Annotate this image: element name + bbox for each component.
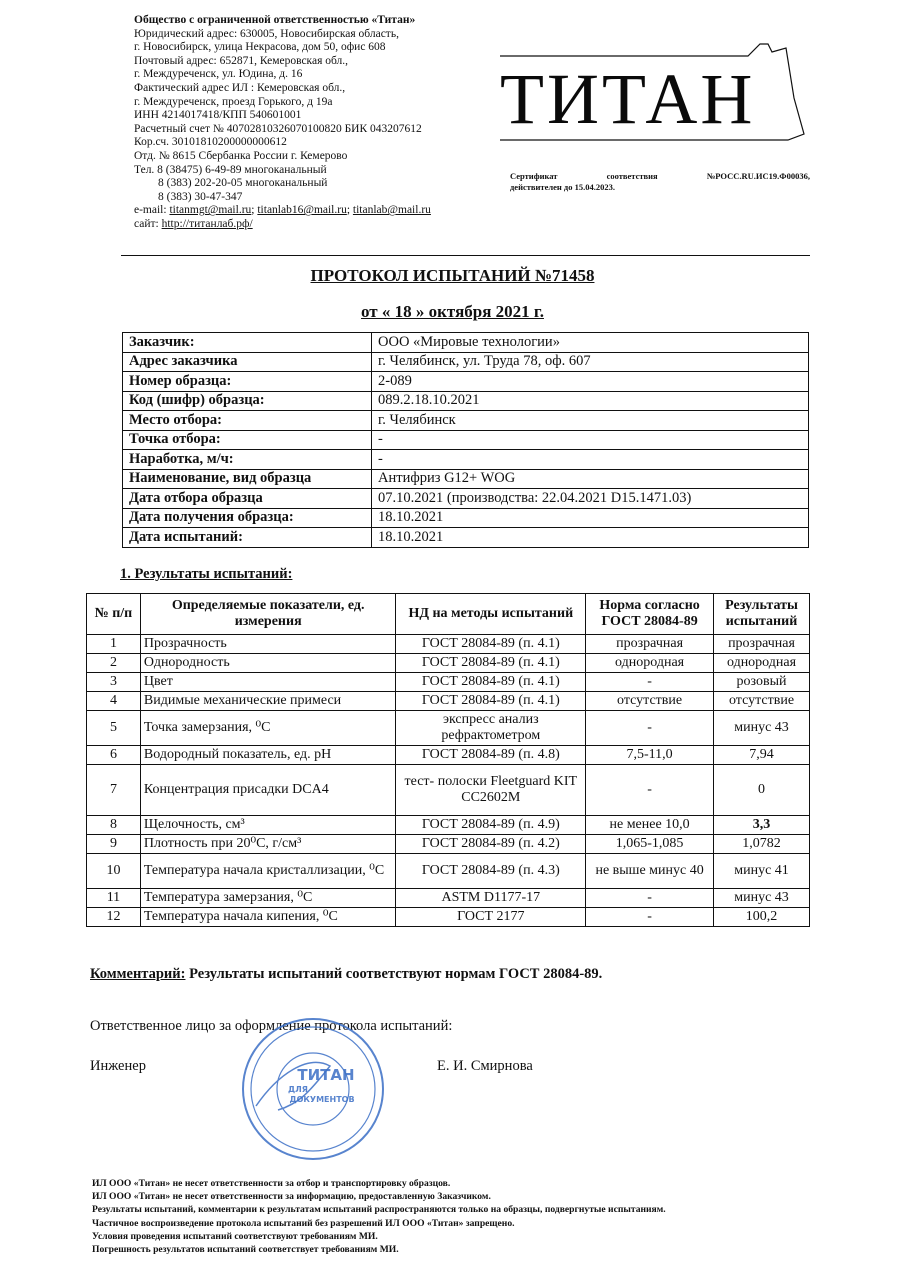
info-row — [123, 391, 809, 411]
info-row — [123, 528, 809, 548]
company-line: Отд. № 8615 Сбербанка России г. Кемерово — [134, 149, 348, 162]
norm-value: однородная — [586, 654, 714, 673]
test-method: ГОСТ 28084-89 (п. 4.8) — [396, 746, 586, 765]
company-emails: e-mail: titanmgt@mail.ru; titanlab16@mail.ru; titanlab@mail.ru — [134, 204, 431, 217]
info-key: Номер образца: — [123, 372, 372, 392]
info-key: Заказчик: — [123, 333, 372, 353]
info-key: Код (шифр) образца: — [123, 391, 372, 411]
row-number: 1 — [87, 635, 141, 654]
result-value: минус 43 — [714, 711, 810, 746]
norm-value: - — [586, 711, 714, 746]
norm-value: - — [586, 673, 714, 692]
info-key: Адрес заказчика — [123, 352, 372, 372]
footer-note: Условия проведения испытаний соответствуют требованиям МИ. — [92, 1230, 378, 1242]
indicator-name: Температура начала кипения, ⁰С — [140, 908, 396, 927]
certificate-valid: действителен до 15.04.2023. — [510, 182, 615, 192]
email-link[interactable]: titanlab@mail.ru — [352, 204, 431, 217]
company-line: Тел. 8 (38475) 6-49-89 многоканальный — [134, 163, 327, 176]
sample-info-table — [122, 332, 809, 548]
company-line: Фактический адрес ИЛ : Кемеровская обл., — [134, 81, 346, 94]
results-header: Определяемые показатели, ед. измерения — [140, 594, 396, 635]
info-row — [123, 450, 809, 470]
indicator-name: Щелочность, см³ — [140, 816, 396, 835]
table-row — [87, 835, 810, 854]
test-method: ГОСТ 2177 — [396, 908, 586, 927]
result-value: минус 41 — [714, 854, 810, 889]
company-line: Кор.сч. 30101810200000000612 — [134, 136, 287, 149]
info-row — [123, 469, 809, 489]
stamp-text: ТИТАН — [297, 1066, 355, 1084]
result-value: отсутствие — [714, 692, 810, 711]
table-row — [87, 816, 810, 835]
info-key: Наработка, м/ч: — [123, 450, 372, 470]
table-row — [87, 635, 810, 654]
result-value: минус 43 — [714, 889, 810, 908]
signer-role: Инженер — [90, 1058, 146, 1074]
company-line: Юридический адрес: 630005, Новосибирская область, — [134, 27, 399, 40]
indicator-name: Однородность — [140, 654, 396, 673]
norm-value: 7,5-11,0 — [586, 746, 714, 765]
row-number: 2 — [87, 654, 141, 673]
table-row — [87, 854, 810, 889]
info-value: г. Челябинск — [372, 411, 809, 431]
table-row — [87, 654, 810, 673]
info-value: Антифриз G12+ WOG — [372, 469, 809, 489]
company-line: Общество с ограниченной ответственностью «Титан» — [134, 14, 416, 26]
table-row — [87, 711, 810, 746]
info-value: 089.2.18.10.2021 — [372, 391, 809, 411]
footer-note: ИЛ ООО «Титан» не несет ответственности за информацию, предоставленную Заказчиком. — [92, 1191, 491, 1203]
table-row — [87, 765, 810, 816]
table-row — [87, 908, 810, 927]
signer-name: Е. И. Смирнова — [437, 1058, 533, 1074]
certificate-info — [510, 171, 810, 193]
test-method: ГОСТ 28084-89 (п. 4.2) — [396, 835, 586, 854]
norm-value: не менее 10,0 — [586, 816, 714, 835]
info-value: 18.10.2021 — [372, 508, 809, 528]
test-method: ГОСТ 28084-89 (п. 4.1) — [396, 692, 586, 711]
result-value: прозрачная — [714, 635, 810, 654]
indicator-name: Цвет — [140, 673, 396, 692]
logo-text: ТИТАН — [500, 59, 756, 139]
norm-value: - — [586, 889, 714, 908]
norm-value: отсутствие — [586, 692, 714, 711]
row-number: 9 — [87, 835, 141, 854]
protocol-date: от « 18 » октября 2021 г. — [361, 302, 544, 321]
results-table — [86, 593, 810, 927]
company-details — [134, 14, 494, 232]
certificate-middle: соответствия — [606, 171, 658, 181]
test-method: ГОСТ 28084-89 (п. 4.1) — [396, 635, 586, 654]
svg-text:ДОКУМЕНТОВ: ДОКУМЕНТОВ — [289, 1095, 355, 1104]
site-link[interactable]: http://титанлаб.рф/ — [161, 217, 253, 230]
footer-note: ИЛ ООО «Титан» не несет ответственности за отбор и транспортировку образцов. — [92, 1178, 451, 1189]
indicator-name: Температура начала кристаллизации, ⁰С — [140, 854, 396, 889]
comment-text: Результаты испытаний соответствуют нормам ГОСТ 28084-89. — [185, 966, 603, 982]
info-value: - — [372, 450, 809, 470]
result-value: однородная — [714, 654, 810, 673]
info-value: 07.10.2021 (производства: 22.04.2021 D15.1471.03) — [372, 489, 809, 509]
responsible-person-label: Ответственное лицо за оформление протокола испытаний: — [90, 1018, 453, 1034]
table-row — [87, 889, 810, 908]
info-row — [123, 430, 809, 450]
results-header: НД на методы испытаний — [396, 594, 586, 635]
result-value: розовый — [714, 673, 810, 692]
row-number: 6 — [87, 746, 141, 765]
row-number: 4 — [87, 692, 141, 711]
company-line: г. Междуреченск, проезд Горького, д 19а — [134, 95, 333, 108]
row-number: 12 — [87, 908, 141, 927]
company-line: г. Междуреченск, ул. Юдина, д. 16 — [134, 68, 303, 81]
info-row — [123, 508, 809, 528]
company-line: 8 (383) 30-47-347 — [158, 190, 243, 203]
result-value: 100,2 — [714, 908, 810, 927]
result-value: 0 — [714, 765, 810, 816]
indicator-name: Плотность при 20⁰С, г/см³ — [140, 835, 396, 854]
norm-value: - — [586, 908, 714, 927]
footer-note: Частичное воспроизведение протокола испытаний без разрешений ИЛ ООО «Титан» запрещено. — [92, 1217, 515, 1229]
indicator-name: Концентрация присадки DCA4 — [140, 765, 396, 816]
info-value: 2-089 — [372, 372, 809, 392]
indicator-name: Температура замерзания, ⁰С — [140, 889, 396, 908]
row-number: 8 — [87, 816, 141, 835]
company-line: г. Новосибирск, улица Некрасова, дом 50, офис 608 — [134, 41, 386, 54]
info-value: г. Челябинск, ул. Труда 78, оф. 607 — [372, 352, 809, 372]
info-key: Место отбора: — [123, 411, 372, 431]
email-link[interactable]: titanmgt@mail.ru — [169, 204, 252, 217]
company-site: сайт: http://титанлаб.рф/ — [134, 217, 253, 230]
certificate-label: Сертификат — [510, 171, 558, 181]
company-line: Расчетный счет № 40702810326070100820 БИК 043207612 — [134, 122, 422, 135]
comment — [90, 966, 602, 983]
test-method: тест- полоски Fleetguard KIT CC2602M — [396, 765, 586, 816]
result-value: 7,94 — [714, 746, 810, 765]
protocol-title: ПРОТОКОЛ ИСПЫТАНИЙ №71458 — [310, 266, 595, 285]
row-number: 7 — [87, 765, 141, 816]
info-key: Наименование, вид образца — [123, 469, 372, 489]
row-number: 5 — [87, 711, 141, 746]
results-header: Норма согласно ГОСТ 28084-89 — [586, 594, 714, 635]
test-method: экспресс анализ рефрактометром — [396, 711, 586, 746]
result-value: 3,3 — [714, 816, 810, 835]
company-line: 8 (383) 202-20-05 многоканальный — [158, 177, 328, 190]
results-header: № п/п — [87, 594, 141, 635]
header-divider — [121, 255, 810, 256]
test-method: ГОСТ 28084-89 (п. 4.3) — [396, 854, 586, 889]
company-stamp — [238, 1014, 388, 1164]
info-key: Дата получения образца: — [123, 508, 372, 528]
company-line: ИНН 4214017418/КПП 540601001 — [134, 109, 302, 122]
indicator-name: Прозрачность — [140, 635, 396, 654]
svg-text:ДЛЯ: ДЛЯ — [288, 1085, 308, 1094]
result-value: 1,0782 — [714, 835, 810, 854]
section-title: 1. Результаты испытаний: — [120, 566, 293, 582]
info-key: Точка отбора: — [123, 430, 372, 450]
email-link[interactable]: titanlab16@mail.ru — [257, 204, 347, 217]
footer-note: Погрешность результатов испытаний соответствует требованиям МИ. — [92, 1244, 399, 1256]
indicator-name: Водородный показатель, ед. рН — [140, 746, 396, 765]
row-number: 3 — [87, 673, 141, 692]
comment-label: Комментарий: — [90, 966, 186, 982]
info-row — [123, 352, 809, 372]
row-number: 10 — [87, 854, 141, 889]
test-method: ГОСТ 28084-89 (п. 4.9) — [396, 816, 586, 835]
test-method: ASTM D1177-17 — [396, 889, 586, 908]
table-row — [87, 673, 810, 692]
indicator-name: Точка замерзания, ⁰С — [140, 711, 396, 746]
info-row — [123, 333, 809, 353]
table-row — [87, 746, 810, 765]
test-method: ГОСТ 28084-89 (п. 4.1) — [396, 654, 586, 673]
norm-value: прозрачная — [586, 635, 714, 654]
info-row — [123, 489, 809, 509]
info-row — [123, 372, 809, 392]
footer-note: Результаты испытаний, комментарии к результатам испытаний распространяются только на образцы, подвергнутые испытаниям. — [92, 1204, 666, 1216]
row-number: 11 — [87, 889, 141, 908]
info-value: 18.10.2021 — [372, 528, 809, 548]
certificate-number: №РОСС.RU.ИС19.Ф00036, — [706, 171, 810, 181]
norm-value: не выше минус 40 — [586, 854, 714, 889]
table-row — [87, 692, 810, 711]
results-header: Результаты испытаний — [714, 594, 810, 635]
indicator-name: Видимые механические примеси — [140, 692, 396, 711]
info-row — [123, 411, 809, 431]
footer-notes — [92, 1177, 812, 1256]
titan-logo — [498, 38, 818, 148]
test-method: ГОСТ 28084-89 (п. 4.1) — [396, 673, 586, 692]
norm-value: 1,065-1,085 — [586, 835, 714, 854]
info-value: ООО «Мировые технологии» — [372, 333, 809, 353]
info-key: Дата отбора образца — [123, 489, 372, 509]
info-value: - — [372, 430, 809, 450]
norm-value: - — [586, 765, 714, 816]
company-line: Почтовый адрес: 652871, Кемеровская обл., — [134, 54, 349, 67]
info-key: Дата испытаний: — [123, 528, 372, 548]
